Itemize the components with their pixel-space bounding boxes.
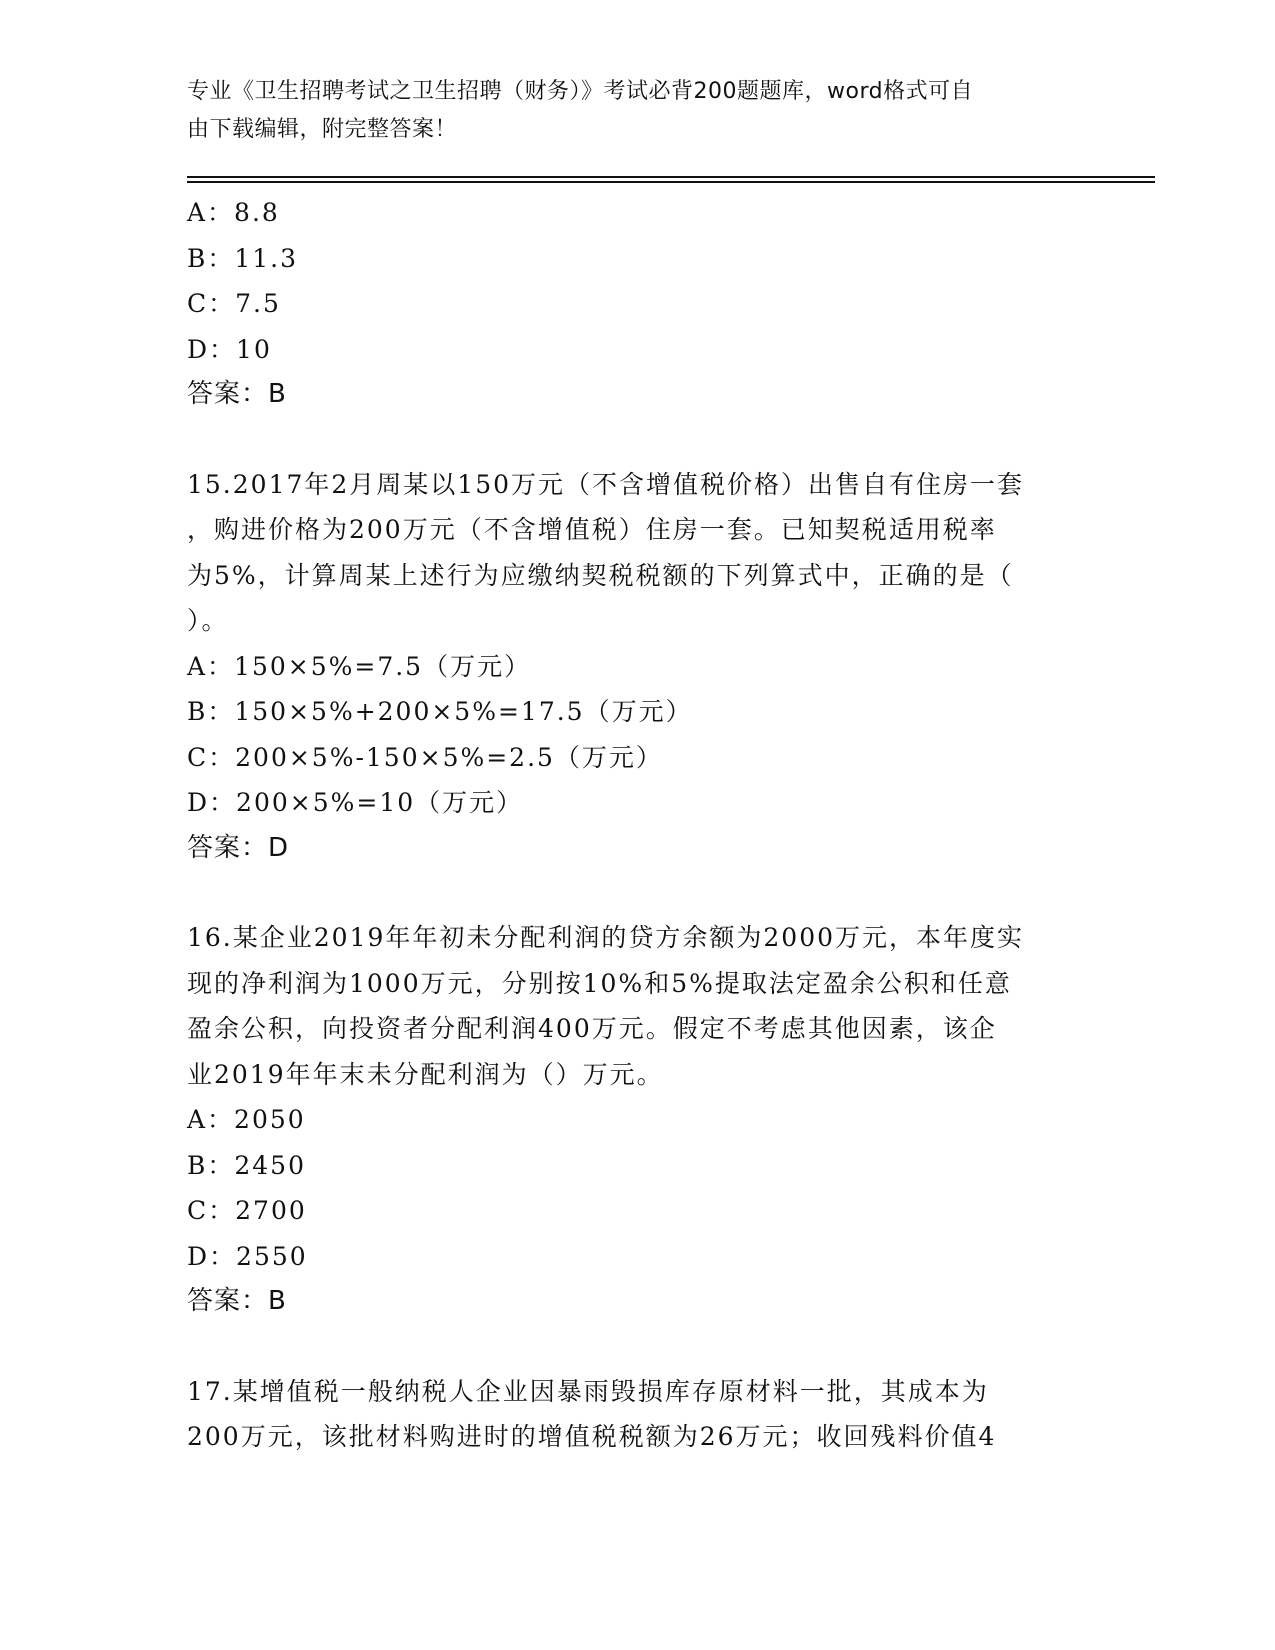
spacer xyxy=(187,1325,1087,1369)
option-d: D：2550 xyxy=(187,1241,308,1271)
question-text-line: 业2019年年末未分配利润为（）万元。 xyxy=(187,1059,664,1089)
option-a: A：2050 xyxy=(187,1105,306,1134)
question-text-line: ）。 xyxy=(187,606,229,635)
question-text-line: 为5%，计算周某上述行为应缴纳契税税额的下列算式中，正确的是（ xyxy=(187,560,1014,590)
option-c: C：7.5 xyxy=(187,289,281,318)
answer: 答案：B xyxy=(187,379,287,409)
question-17 xyxy=(187,1369,1087,1460)
option-c: C：200×5%-150×5%=2.5（万元） xyxy=(187,742,663,772)
question-text-line: 15.2017年2月周某以150万元（不含增值税价格）出售自有住房一套 xyxy=(187,469,1025,499)
question-14-options xyxy=(187,190,1087,418)
option-b: B：150×5%+200×5%=17.5（万元） xyxy=(187,697,693,726)
question-16 xyxy=(187,915,1087,1325)
option-a: A：150×5%=7.5（万元） xyxy=(187,651,532,681)
option-b: B：11.3 xyxy=(187,243,299,273)
option-c: C：2700 xyxy=(187,1196,307,1225)
header-line-2: 由下载编辑，附完整答案！ xyxy=(187,117,458,142)
answer: 答案：D xyxy=(187,832,290,863)
header-divider-bottom xyxy=(187,181,1155,183)
question-text-line: 200万元，该批材料购进时的增值税税额为26万元；收回残料价值4 xyxy=(187,1422,997,1451)
question-15 xyxy=(187,462,1087,872)
spacer xyxy=(187,871,1087,915)
document-header xyxy=(187,73,1067,149)
question-text-line: 现的净利润为1000万元，分别按10%和5%提取法定盈余公积和任意 xyxy=(187,968,1012,998)
option-b: B：2450 xyxy=(187,1150,306,1180)
question-text-line: 16.某企业2019年年初未分配利润的贷方余额为2000万元，本年度实 xyxy=(187,923,1025,952)
header-divider-top xyxy=(187,176,1155,178)
question-text-line: 17.某增值税一般纳税人企业因暴雨毁损库存原材料一批，其成本为 xyxy=(187,1376,989,1406)
document-body xyxy=(187,190,1087,1460)
option-a: A：8.8 xyxy=(187,198,280,227)
question-text-line: ，购进价格为200万元（不含增值税）住房一套。已知契税适用税率 xyxy=(187,515,997,544)
option-d: D：10 xyxy=(187,334,272,364)
question-text-line: 盈余公积，向投资者分配利润400万元。假定不考虑其他因素，该企 xyxy=(187,1014,997,1043)
spacer xyxy=(187,418,1087,462)
option-d: D：200×5%=10（万元） xyxy=(187,788,524,817)
header-line-1: 专业《卫生招聘考试之卫生招聘（财务）》考试必背200题题库，word格式可自 xyxy=(187,79,974,104)
answer: 答案：B xyxy=(187,1286,287,1316)
